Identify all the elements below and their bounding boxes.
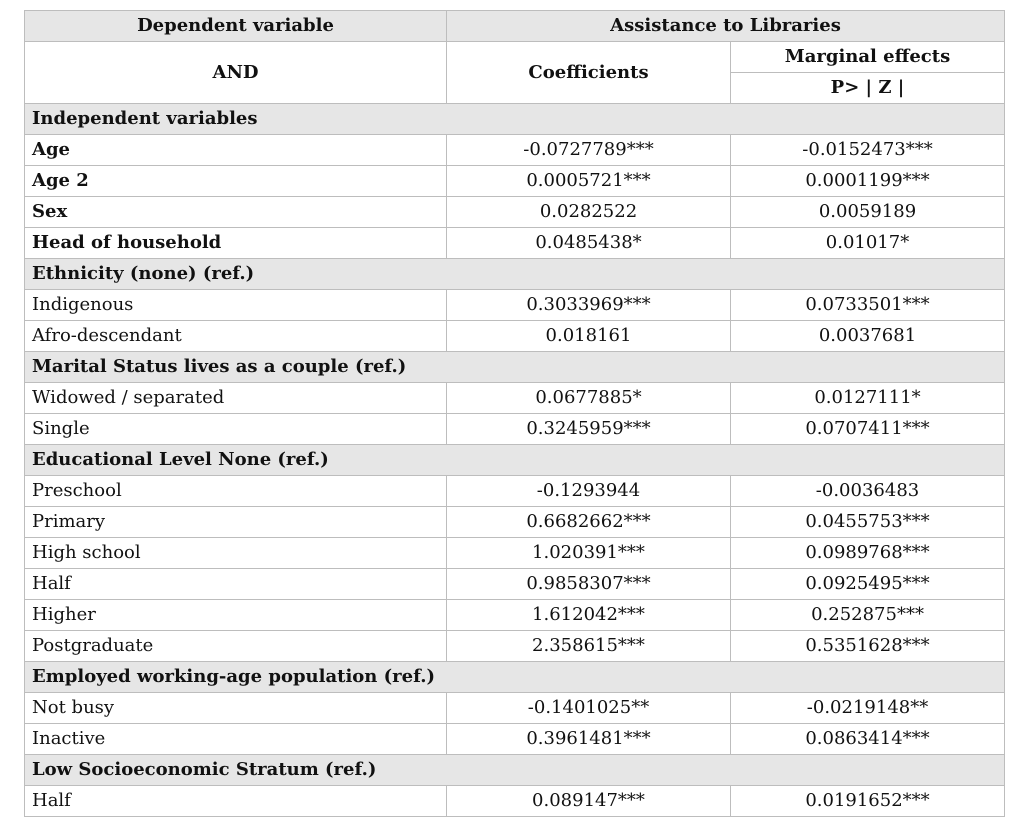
table-row	[25, 383, 1005, 414]
coefficient-value: 0.3245959***	[447, 414, 731, 445]
table-row	[25, 166, 1005, 197]
coefficient-value: 0.9858307***	[447, 569, 731, 600]
marginal-effect-value: 0.5351628***	[731, 631, 1005, 662]
variable-label: Sex	[25, 197, 447, 228]
variable-label: Half	[25, 786, 447, 817]
table-row	[25, 414, 1005, 445]
regression-table	[24, 10, 1005, 817]
coefficient-value: 0.0677885*	[447, 383, 731, 414]
section-header-row	[25, 259, 1005, 290]
marginal-effect-value: 0.0037681	[731, 321, 1005, 352]
pz-header: P> | Z |	[731, 73, 1005, 104]
marginal-effect-value: 0.0733501***	[731, 290, 1005, 321]
coefficient-value: 0.3033969***	[447, 290, 731, 321]
marginal-effect-value: 0.0001199***	[731, 166, 1005, 197]
table-row	[25, 569, 1005, 600]
table-row	[25, 228, 1005, 259]
marginal-effect-value: 0.0925495***	[731, 569, 1005, 600]
section-header-row	[25, 352, 1005, 383]
section-header-row	[25, 755, 1005, 786]
coefficient-value: 1.612042***	[447, 600, 731, 631]
variable-label: Primary	[25, 507, 447, 538]
coefficient-value: 0.3961481***	[447, 724, 731, 755]
coefficient-value: 0.0485438*	[447, 228, 731, 259]
variable-label: Inactive	[25, 724, 447, 755]
variable-label: Postgraduate	[25, 631, 447, 662]
table-row	[25, 631, 1005, 662]
table-row	[25, 197, 1005, 228]
variable-label: Head of household	[25, 228, 447, 259]
assistance-to-libraries-header: Assistance to Libraries	[447, 11, 1005, 42]
coefficient-value: 0.018161	[447, 321, 731, 352]
variable-label: Higher	[25, 600, 447, 631]
coefficient-value: 2.358615***	[447, 631, 731, 662]
marginal-effect-value: 0.01017*	[731, 228, 1005, 259]
variable-label: Age 2	[25, 166, 447, 197]
table-row	[25, 321, 1005, 352]
variable-label: Not busy	[25, 693, 447, 724]
section-header-row	[25, 662, 1005, 693]
table-row	[25, 135, 1005, 166]
table-body	[25, 11, 1005, 817]
marginal-effects-header: Marginal effects	[731, 42, 1005, 73]
variable-label: Single	[25, 414, 447, 445]
table-row	[25, 724, 1005, 755]
table-row	[25, 786, 1005, 817]
marginal-effect-value: 0.252875***	[731, 600, 1005, 631]
marginal-effect-value: 0.0707411***	[731, 414, 1005, 445]
marginal-effect-value: 0.0127111*	[731, 383, 1005, 414]
variable-label: Widowed / separated	[25, 383, 447, 414]
marginal-effect-value: 0.0989768***	[731, 538, 1005, 569]
and-header: AND	[25, 42, 447, 104]
table-row	[25, 693, 1005, 724]
variable-label: Indigenous	[25, 290, 447, 321]
header-row-2	[25, 42, 1005, 73]
coefficient-value: -0.1293944	[447, 476, 731, 507]
coefficient-value: -0.1401025**	[447, 693, 731, 724]
marginal-effect-value: 0.0191652***	[731, 786, 1005, 817]
coefficients-header: Coefficients	[447, 42, 731, 104]
coefficient-value: 0.089147***	[447, 786, 731, 817]
variable-label: Preschool	[25, 476, 447, 507]
coefficient-value: 0.0005721***	[447, 166, 731, 197]
section-title: Marital Status lives as a couple (ref.)	[25, 352, 1005, 383]
marginal-effect-value: 0.0455753***	[731, 507, 1005, 538]
variable-label: High school	[25, 538, 447, 569]
marginal-effect-value: 0.0863414***	[731, 724, 1005, 755]
table-row	[25, 600, 1005, 631]
section-title: Low Socioeconomic Stratum (ref.)	[25, 755, 1005, 786]
coefficient-value: 1.020391***	[447, 538, 731, 569]
coefficient-value: -0.0727789***	[447, 135, 731, 166]
table-row	[25, 290, 1005, 321]
section-title: Independent variables	[25, 104, 1005, 135]
marginal-effect-value: 0.0059189	[731, 197, 1005, 228]
variable-label: Half	[25, 569, 447, 600]
section-header-row	[25, 445, 1005, 476]
header-row-1	[25, 11, 1005, 42]
marginal-effect-value: -0.0036483	[731, 476, 1005, 507]
dependent-variable-header: Dependent variable	[25, 11, 447, 42]
coefficient-value: 0.0282522	[447, 197, 731, 228]
table-row	[25, 476, 1005, 507]
marginal-effect-value: -0.0219148**	[731, 693, 1005, 724]
table-row	[25, 538, 1005, 569]
section-header-row	[25, 104, 1005, 135]
marginal-effect-value: -0.0152473***	[731, 135, 1005, 166]
section-title: Ethnicity (none) (ref.)	[25, 259, 1005, 290]
section-title: Employed working-age population (ref.)	[25, 662, 1005, 693]
table-row	[25, 507, 1005, 538]
variable-label: Afro-descendant	[25, 321, 447, 352]
coefficient-value: 0.6682662***	[447, 507, 731, 538]
variable-label: Age	[25, 135, 447, 166]
section-title: Educational Level None (ref.)	[25, 445, 1005, 476]
